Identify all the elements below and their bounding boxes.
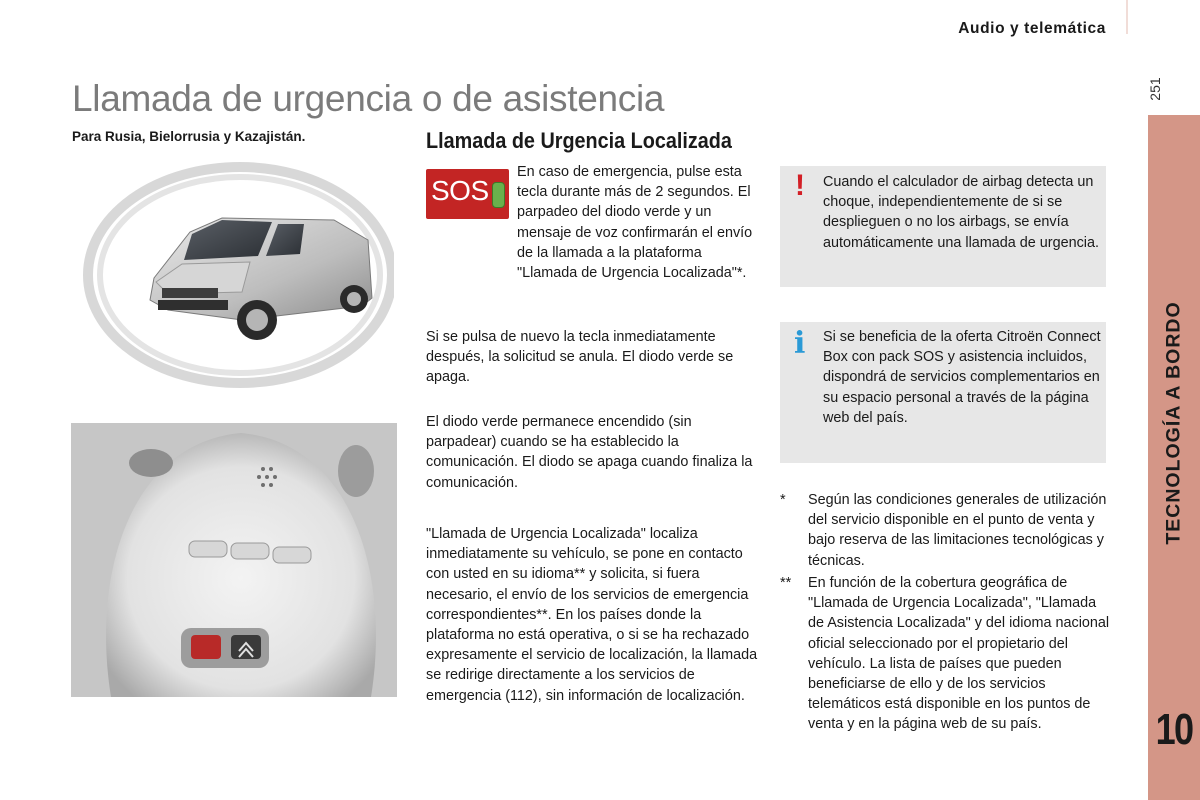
footnote-text: Según las condiciones generales de utilización del servicio disponible en el punto de venta y bajo reserva de las limitaciones tecnológicas y técnicas. [808,492,1107,569]
console-light-button [189,541,227,557]
footnote-text: En función de la cobertura geográfica de "Llamada de Urgencia Localizada", "Llamada de Asistencia Localizada" y del idioma nacional oficial seleccionado por el propietario del vehículo. La lista de países que pueden beneficiarse de ello y de los servicios telemáticos está disponible en los puntos de venta y en la página web de su país. [808,575,1110,733]
footnote-mark: ** [780,575,792,591]
section-header: Audio y telemática [958,20,1106,37]
page-title: Llamada de urgencia o de asistencia [72,78,665,119]
warning-note-text: Cuando el calculador de airbag detecta un choque, independientemente de si se desplieguen o no los airbags, se envía automáticamente una llamada de urgencia. [823,174,1099,251]
chapter-side-tab [1148,115,1200,800]
chapter-label: TECNOLOGÍA A BORDO [1162,301,1185,545]
console-light-button [273,547,311,563]
console-sos-button [191,635,221,659]
page-number: 251 [1147,77,1163,101]
sos-label: SOS [431,175,489,206]
console-light-button [231,543,269,559]
chapter-number: 10 [1155,705,1193,754]
info-note [780,322,1106,463]
sos-led-indicator [492,182,505,208]
sos-button [426,169,509,219]
cancel-paragraph: Si se pulsa de nuevo la tecla inmediatamente después, la solicitud se anula. El diodo verde se apaga. [426,329,734,386]
section-title: Llamada de Urgencia Localizada [426,128,732,153]
header-divider [1126,0,1128,34]
warning-exclamation-icon: ! [795,169,805,202]
console-assistance-button [231,635,261,659]
warning-note [780,166,1106,287]
footnote-mark: * [780,492,786,508]
info-note-text: Si se beneficia de la oferta Citroën Connect Box con pack SOS y asistencia incluidos, dispondrá de servicios complementarios en su espacio personal a través de la página web del país. [823,329,1101,426]
region-label: Para Rusia, Bielorrusia y Kazajistán. [72,129,306,144]
localization-paragraph: "Llamada de Urgencia Localizada" localiza inmediatamente su vehículo, se pone en contacto con usted en su idioma** y solicita, si fuera necesario, el envío de los servicios de emergencia correspondientes**. En los países donde la plataforma no está operativa, o si se ha rechazado expresamente el servicio de localización, la llamada se redirige directamente a los servicios de emergencia (112), sin información de localización. [426,526,758,704]
roof-console-photo [71,423,397,697]
sos-description: En caso de emergencia, pulse esta tecla durante más de 2 segundos. El parpadeo del diodo verde y un mensaje de voz confirmarán el envío de la llamada a la plataforma "Llamada de Urgencia Localizada"*. [517,164,753,282]
led-paragraph: El diodo verde permanece encendido (sin parpadear) cuando se ha establecido la comunicación. El diodo se apaga cuando finaliza la comunicación. [426,414,753,491]
info-icon: i [794,326,806,361]
van-illustration [72,160,394,400]
